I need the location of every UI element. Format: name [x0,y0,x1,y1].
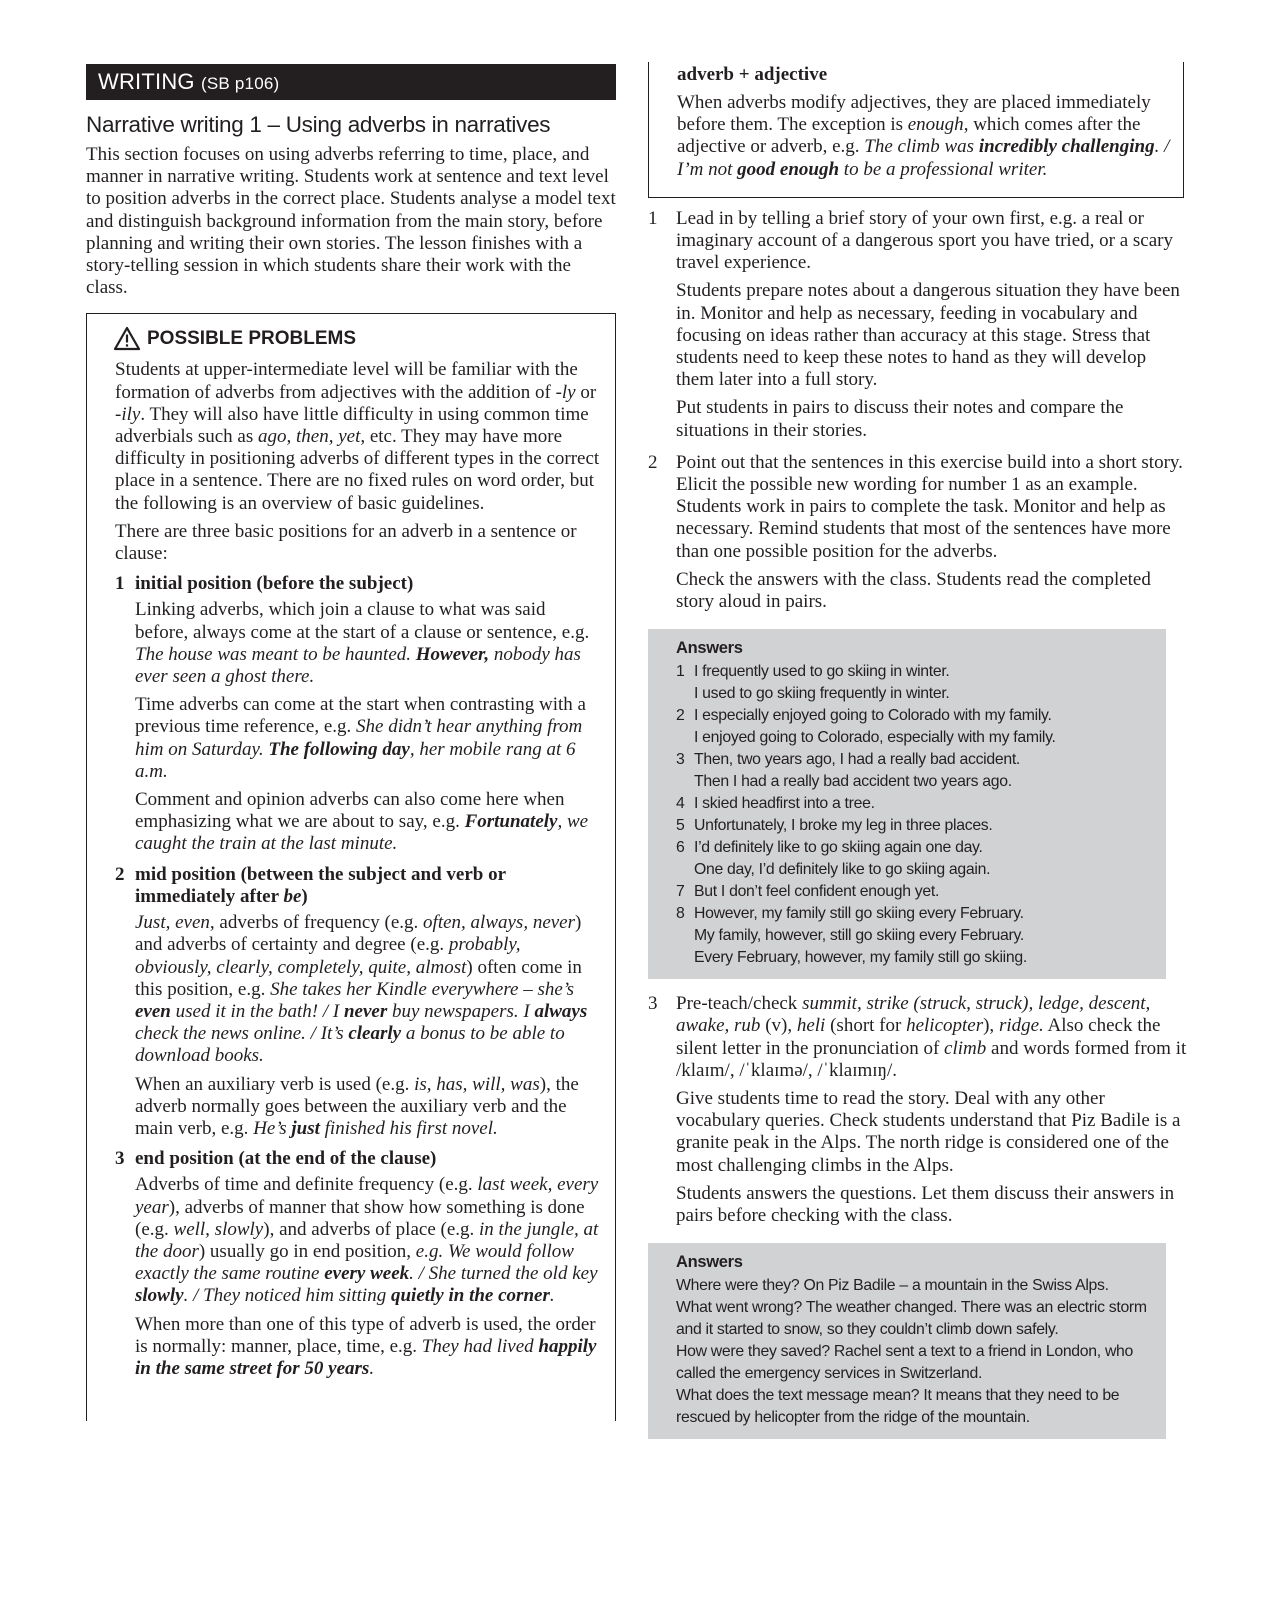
text-run-bold-italic: happily in the same street for 50 years [135,1335,597,1379]
text-run: ), adverbs of manner that show how something is done (e.g. [135,1196,585,1240]
step-3 [648,993,1188,1233]
section-header-bar [86,64,616,100]
answer-line: Where were they? On Piz Badile – a mountain in the Swiss Alps. [676,1277,1109,1295]
position-1-paragraph-3 [135,789,601,856]
text-run-bold-italic: quietly in the corner [390,1285,550,1307]
answer-number [676,727,694,749]
position-2-paragraph-1 [135,912,601,1067]
step-3-paragraph-3: Students answers the questions. Let them discuss their answers in pairs before checking with the class. [676,1182,1175,1227]
answer-number [676,859,694,881]
text-run-italic: probably, obviously, clearly, completely, quite, almost [135,934,521,978]
text-run: mid position (between the subject and verb or immediately after [135,863,506,907]
adverb-adjective-text [677,92,1171,181]
text-run: ) often come in this position, e.g. [135,956,582,1000]
text-run-italic: Just, even, [135,912,215,934]
text-run: ) usually go in end position, [198,1240,416,1262]
answer-number [676,683,694,705]
position-number: 2 [115,863,125,885]
text-run-italic: is, has, will, was [414,1073,540,1095]
answer-row [676,881,1152,903]
answer-text: Unfortunately, I broke my leg in three places. [694,817,993,835]
text-run: etc. They may have more difficulty in positioning adverbs of different types in the correct place in a sentence. There are no fixed rules on word order, but the following is an overview of basic guidelines. [115,426,600,514]
answer-row [676,749,1152,771]
answer-text: My family, however, still go skiing every February. [694,927,1025,945]
text-run-italic: The house was meant to be haunted. [135,643,416,665]
answers-list [676,1275,1152,1429]
answer-text: I’d definitely like to go skiing again one day. [694,839,983,857]
text-run-italic: a bonus to be able to download books. [135,1023,565,1067]
text-run-italic: ridge. [998,1015,1044,1037]
answer-text: I enjoyed going to Colorado, especially with my family. [694,729,1056,747]
text-run: Comment and opinion adverbs can also come here when emphasizing what we are about to say, e.g. [135,789,565,833]
answer-text: Then I had a really bad accident two years ago. [694,773,1012,791]
step-number: 1 [648,207,658,229]
text-run: Students at upper-intermediate level will be familiar with the formation of adverbs from adjectives with the addition of [115,359,578,403]
text-run-italic: nobody has ever seen a ghost there. [135,643,581,688]
position-2-paragraph-2 [135,1074,601,1141]
text-run-italic: , we caught the train at the last minute. [135,811,589,855]
step-3-paragraph-2: Give students time to read the story. Deal with any other vocabulary queries. Check students understand that Piz Badile is a granite peak in the Alps. The north ridge is considered one of the most challenging climbs in the Alps. [676,1088,1181,1176]
text-run: When adverbs modify adjectives, they are placed immediately before them. The exception is [677,92,1151,136]
text-run-italic: , her mobile rang at 6 a.m. [135,738,576,782]
text-run-italic: The climb was [864,136,979,158]
position-2-heading [115,864,601,908]
text-run: ) [301,885,308,907]
answer-row [676,793,1152,815]
text-run: ), the adverb normally goes between the auxiliary verb and the main verb, e.g. [135,1073,579,1139]
answer-row [676,903,1152,925]
text-run-italic: She didn’t hear anything from him on Saturday. [135,716,583,760]
text-run-bold-italic: good enough [737,158,840,180]
answer-row [676,661,1152,683]
intro-paragraph: This section focuses on using adverbs referring to time, place, and manner in narrative writing. Students work at sentence and text level to position adverbs in the correct place. Students analyse a model text and distinguish background information from the main story, before planning and writing their own stories. The lesson finishes with a story-telling session in which students share their work with the class. [86,144,616,299]
step-number: 3 [648,993,658,1015]
lesson-subtitle: Narrative writing 1 – Using adverbs in narratives [86,112,551,137]
text-run-italic: to be a professional writer. [839,158,1048,180]
text-run-italic: . [369,1357,375,1379]
position-title: end position (at the end of the clause) [135,1148,437,1170]
problems-paragraph-2: There are three basic positions for an adverb in a sentence or clause: [115,520,577,565]
text-run-italic: enough [907,114,964,136]
position-3-paragraph-1 [135,1174,601,1307]
text-run-italic: check the news online. / It’s [135,1023,349,1045]
answer-text: But I don’t feel confident enough yet. [694,883,940,901]
answers-list [676,661,1152,969]
answer-number: 1 [676,663,685,681]
text-run-italic: often, always, never [423,912,576,934]
text-run-italic: buy newspapers. I [387,1000,535,1022]
answers-box-2 [648,1243,1166,1439]
right-column [648,62,1188,1439]
position-number: 3 [115,1148,125,1170]
answer-number: 6 [676,839,685,857]
answer-line: What does the text message mean? It means that they need to be rescued by helicopter from the ridge of the mountain. [676,1387,1120,1427]
step-2 [648,452,1188,619]
answer-number: 8 [676,905,685,923]
answer-row [676,947,1152,969]
answer-number [676,947,694,969]
step-3-paragraph-1 [676,993,1188,1082]
possible-problems-heading [115,326,601,351]
text-run: Pre-teach/check [676,993,803,1015]
answer-text: I frequently used to go skiing in winter. [694,663,950,681]
answer-line: How were they saved? Rachel sent a text to a friend in London, who called the emergency services in Switzerland. [676,1343,1134,1383]
text-run-italic: last week, every year [135,1174,599,1218]
answer-text: Every February, however, my family still go skiing. [694,949,1027,967]
text-run: Also check the silent letter in the pronunciation of [676,1015,1161,1059]
position-title [135,864,601,908]
text-run: (short for [825,1015,907,1037]
adverb-adjective-title: adverb + adjective [677,64,828,85]
step-number: 2 [648,451,658,473]
text-run-italic: ago, then, yet, [257,426,366,448]
answer-number: 7 [676,883,685,901]
text-run-bold-italic: never [343,1000,388,1022]
text-run-bold-italic: clearly [348,1023,402,1045]
answer-text: Then, two years ago, I had a really bad accident. [694,751,1021,769]
text-run-italic: . / She turned the old key [409,1263,598,1285]
text-run: , which comes after the adjective or adverb, e.g. [677,114,1141,158]
text-run-italic: finished his first novel. [319,1117,498,1139]
text-run: ), [983,1015,999,1037]
text-run-italic: -ily [115,403,141,425]
text-run-bold-italic: However, [415,643,490,665]
step-2-paragraph-2: Check the answers with the class. Students read the completed story aloud in pairs. [676,568,1151,613]
answer-number [676,771,694,793]
step-1-paragraph-2: Students prepare notes about a dangerous situation they have been in. Monitor and help as necessary, feeding in vocabulary and focusing on ideas rather than accuracy at this stage. Stress that students need to keep these notes to hand as they will develop them later into a full story. [676,280,1180,391]
text-run-italic: be [283,885,302,907]
text-run-italic: She takes her Kindle everywhere – she’s [270,978,575,1000]
left-column [86,64,616,1421]
step-1 [648,208,1188,448]
adverb-adjective-box [648,62,1184,198]
text-run-italic: in the jungle, at the door [135,1218,599,1262]
section-reference: (SB p106) [201,74,280,93]
text-run-italic: He’s [253,1117,292,1139]
answer-row [676,771,1152,793]
text-run: ), and adverbs of place (e.g. [263,1218,480,1240]
text-run: When more than one of this type of adverb is used, the order is normally: manner, place, time, e.g. [135,1313,596,1357]
text-run-italic: summit, strike (struck, struck), ledge, descent, awake, rub [676,993,1151,1037]
answer-text: I used to go skiing frequently in winter. [694,685,950,703]
text-run-italic: . / They noticed him sitting [183,1285,391,1307]
text-run-bold-italic: always [534,1000,588,1022]
text-run-italic: heli [796,1015,826,1037]
answer-line: What went wrong? The weather changed. There was an electric storm and it started to snow, so they couldn’t climb down safely. [676,1299,1147,1339]
text-run-italic: They had lived [421,1335,539,1357]
text-run-bold-italic: The following day [268,738,410,760]
answer-text: However, my family still go skiing every February. [694,905,1024,923]
text-run-italic: e.g. We would follow exactly the same routine [135,1240,574,1285]
answer-row [676,727,1152,749]
text-run-bold-italic: just [291,1117,320,1139]
answer-row [676,815,1152,837]
text-run: ) and adverbs of certainty and degree (e.g. [135,912,582,956]
text-run-italic: -ly [555,381,576,403]
answer-row [676,837,1152,859]
answer-row [676,705,1152,727]
text-run-bold-italic: incredibly challenging [978,136,1155,158]
text-run-bold-italic: Fortunately [464,811,558,833]
problems-paragraph-1 [115,359,601,514]
text-run-bold-italic: slowly [135,1285,184,1307]
text-run: or [575,381,597,403]
position-3-paragraph-2 [135,1314,601,1381]
text-run-italic: helicopter [906,1015,984,1037]
position-1-heading [115,573,601,595]
position-3-heading [115,1148,601,1170]
text-run-bold-italic: even [135,1000,171,1022]
text-run: Adverbs of time and definite frequency (e.g. [135,1174,478,1196]
text-run: Time adverbs can come at the start when contrasting with a previous time reference, e.g. [135,694,586,738]
answer-number: 4 [676,795,685,813]
answer-text: I skied headfirst into a tree. [694,795,875,813]
section-title: WRITING [98,69,195,94]
text-run-italic: used it in the bath! / I [170,1000,344,1022]
position-1-paragraph-1 [135,599,601,688]
text-run: and words formed from it /klaɪm/, /ˈklaɪmə/, /ˈklaɪmɪŋ/. [676,1037,1187,1081]
answers-heading: Answers [676,1253,743,1272]
step-1-paragraph-1: Lead in by telling a brief story of your own first, e.g. a real or imaginary account of a dangerous sport you have tried, or a scary travel experience. [676,207,1173,274]
text-run: Linking adverbs, which join a clause to what was said before, always come at the start of a clause or sentence, e.g. [135,599,590,643]
answer-text: I especially enjoyed going to Colorado with my family. [694,707,1052,725]
text-run-bold-italic: every week [324,1263,410,1285]
answers-heading: Answers [676,639,743,658]
text-run-italic: well, slowly [173,1218,264,1240]
answer-row [676,925,1152,947]
step-2-paragraph-1: Point out that the sentences in this exercise build into a short story. Elicit the possible new wording for number 1 as an example. Students work in pairs to complete the task. Monitor and help as necessary. Remind students that most of the sentences have more than one possible position for the adverbs. [676,451,1183,562]
answer-number: 2 [676,707,685,725]
step-1-paragraph-3: Put students in pairs to discuss their notes and compare the situations in their stories. [676,397,1124,441]
possible-problems-title: POSSIBLE PROBLEMS [147,327,357,349]
answer-number: 3 [676,751,685,769]
possible-problems-box [86,313,616,1421]
text-run: adverbs of frequency (e.g. [214,912,424,934]
text-run: (v), [760,1015,797,1037]
answers-box-1 [648,629,1166,979]
answer-text: One day, I’d definitely like to go skiing again. [694,861,991,879]
text-run: When an auxiliary verb is used (e.g. [135,1073,415,1095]
position-number: 1 [115,573,125,595]
text-run-italic: . [549,1285,555,1307]
position-1-paragraph-2 [135,694,601,783]
answer-number: 5 [676,817,685,835]
text-run: . They will also have little difficulty in using common time adverbials such as [115,403,589,448]
warning-icon [113,326,141,351]
answer-row [676,859,1152,881]
text-run-italic: . / I’m not [677,136,1170,180]
text-run-italic: climb [944,1037,987,1059]
answer-number [676,925,694,947]
answer-row [676,683,1152,705]
position-title: initial position (before the subject) [135,573,414,595]
